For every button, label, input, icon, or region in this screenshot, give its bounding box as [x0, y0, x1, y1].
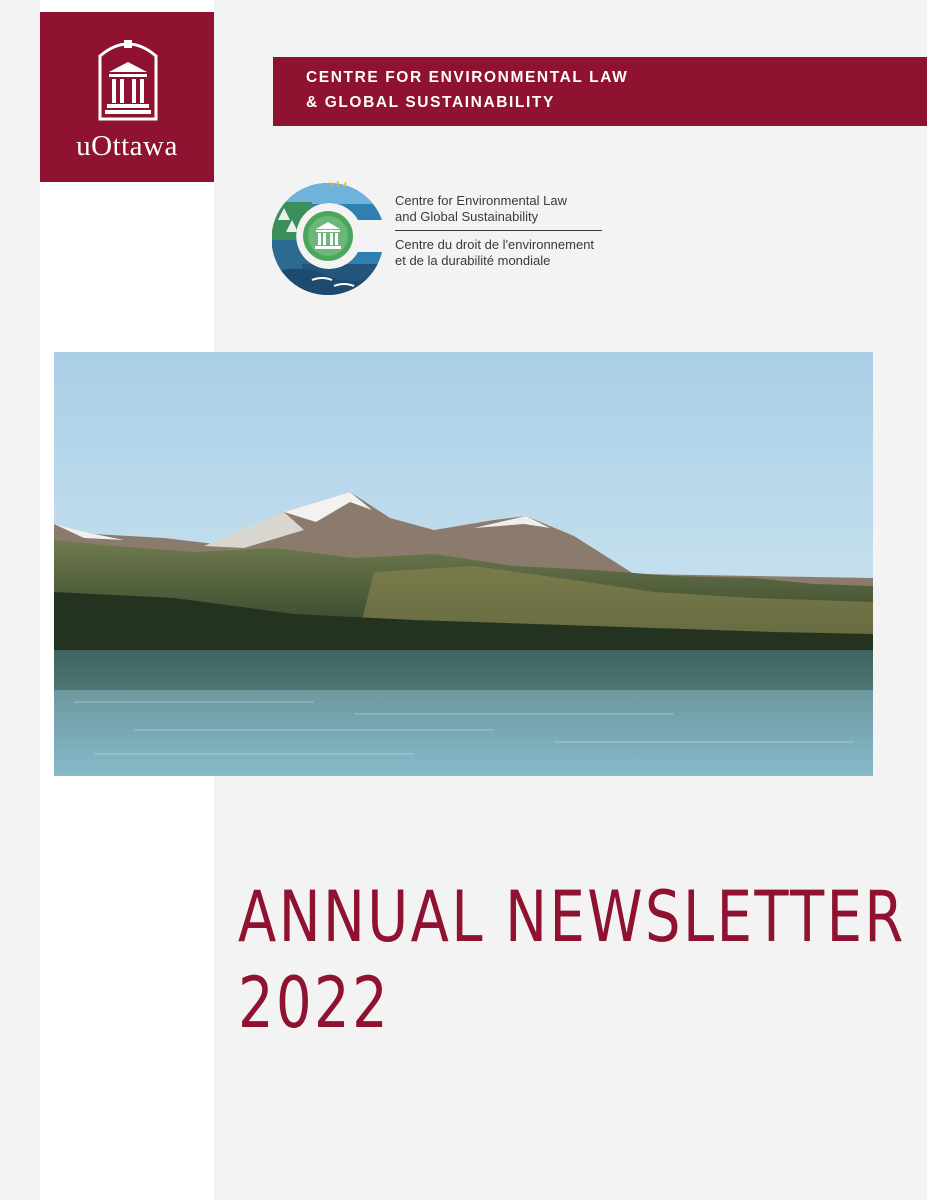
newsletter-heading: ANNUAL NEWSLETTER: [238, 876, 906, 958]
uottawa-wordmark: uOttawa: [76, 130, 178, 162]
banner-title-line-2: & GLOBAL SUSTAINABILITY: [306, 94, 555, 111]
centre-title-banner: [273, 57, 927, 126]
centre-name-en-line-1: Centre for Environmental Law: [395, 193, 567, 208]
university-building-icon: [97, 38, 159, 122]
uottawa-logo: [40, 12, 214, 182]
newsletter-year: 2022: [238, 962, 391, 1044]
landscape-image: [54, 352, 873, 776]
newsletter-title: [238, 874, 906, 1046]
centre-name-fr-line-1: Centre du droit de l'environnement: [395, 237, 595, 252]
mountain-lake-photo: [54, 352, 873, 776]
centre-emblem-icon: [272, 180, 384, 298]
centre-name-fr-line-2: et de la durabilité mondiale: [395, 253, 551, 268]
centre-name-en-line-2: and Global Sustainability: [395, 209, 539, 224]
banner-title-line-1: CENTRE FOR ENVIRONMENTAL LAW: [306, 69, 629, 86]
centre-name-block: [395, 193, 625, 269]
centre-name-divider: [395, 230, 602, 231]
